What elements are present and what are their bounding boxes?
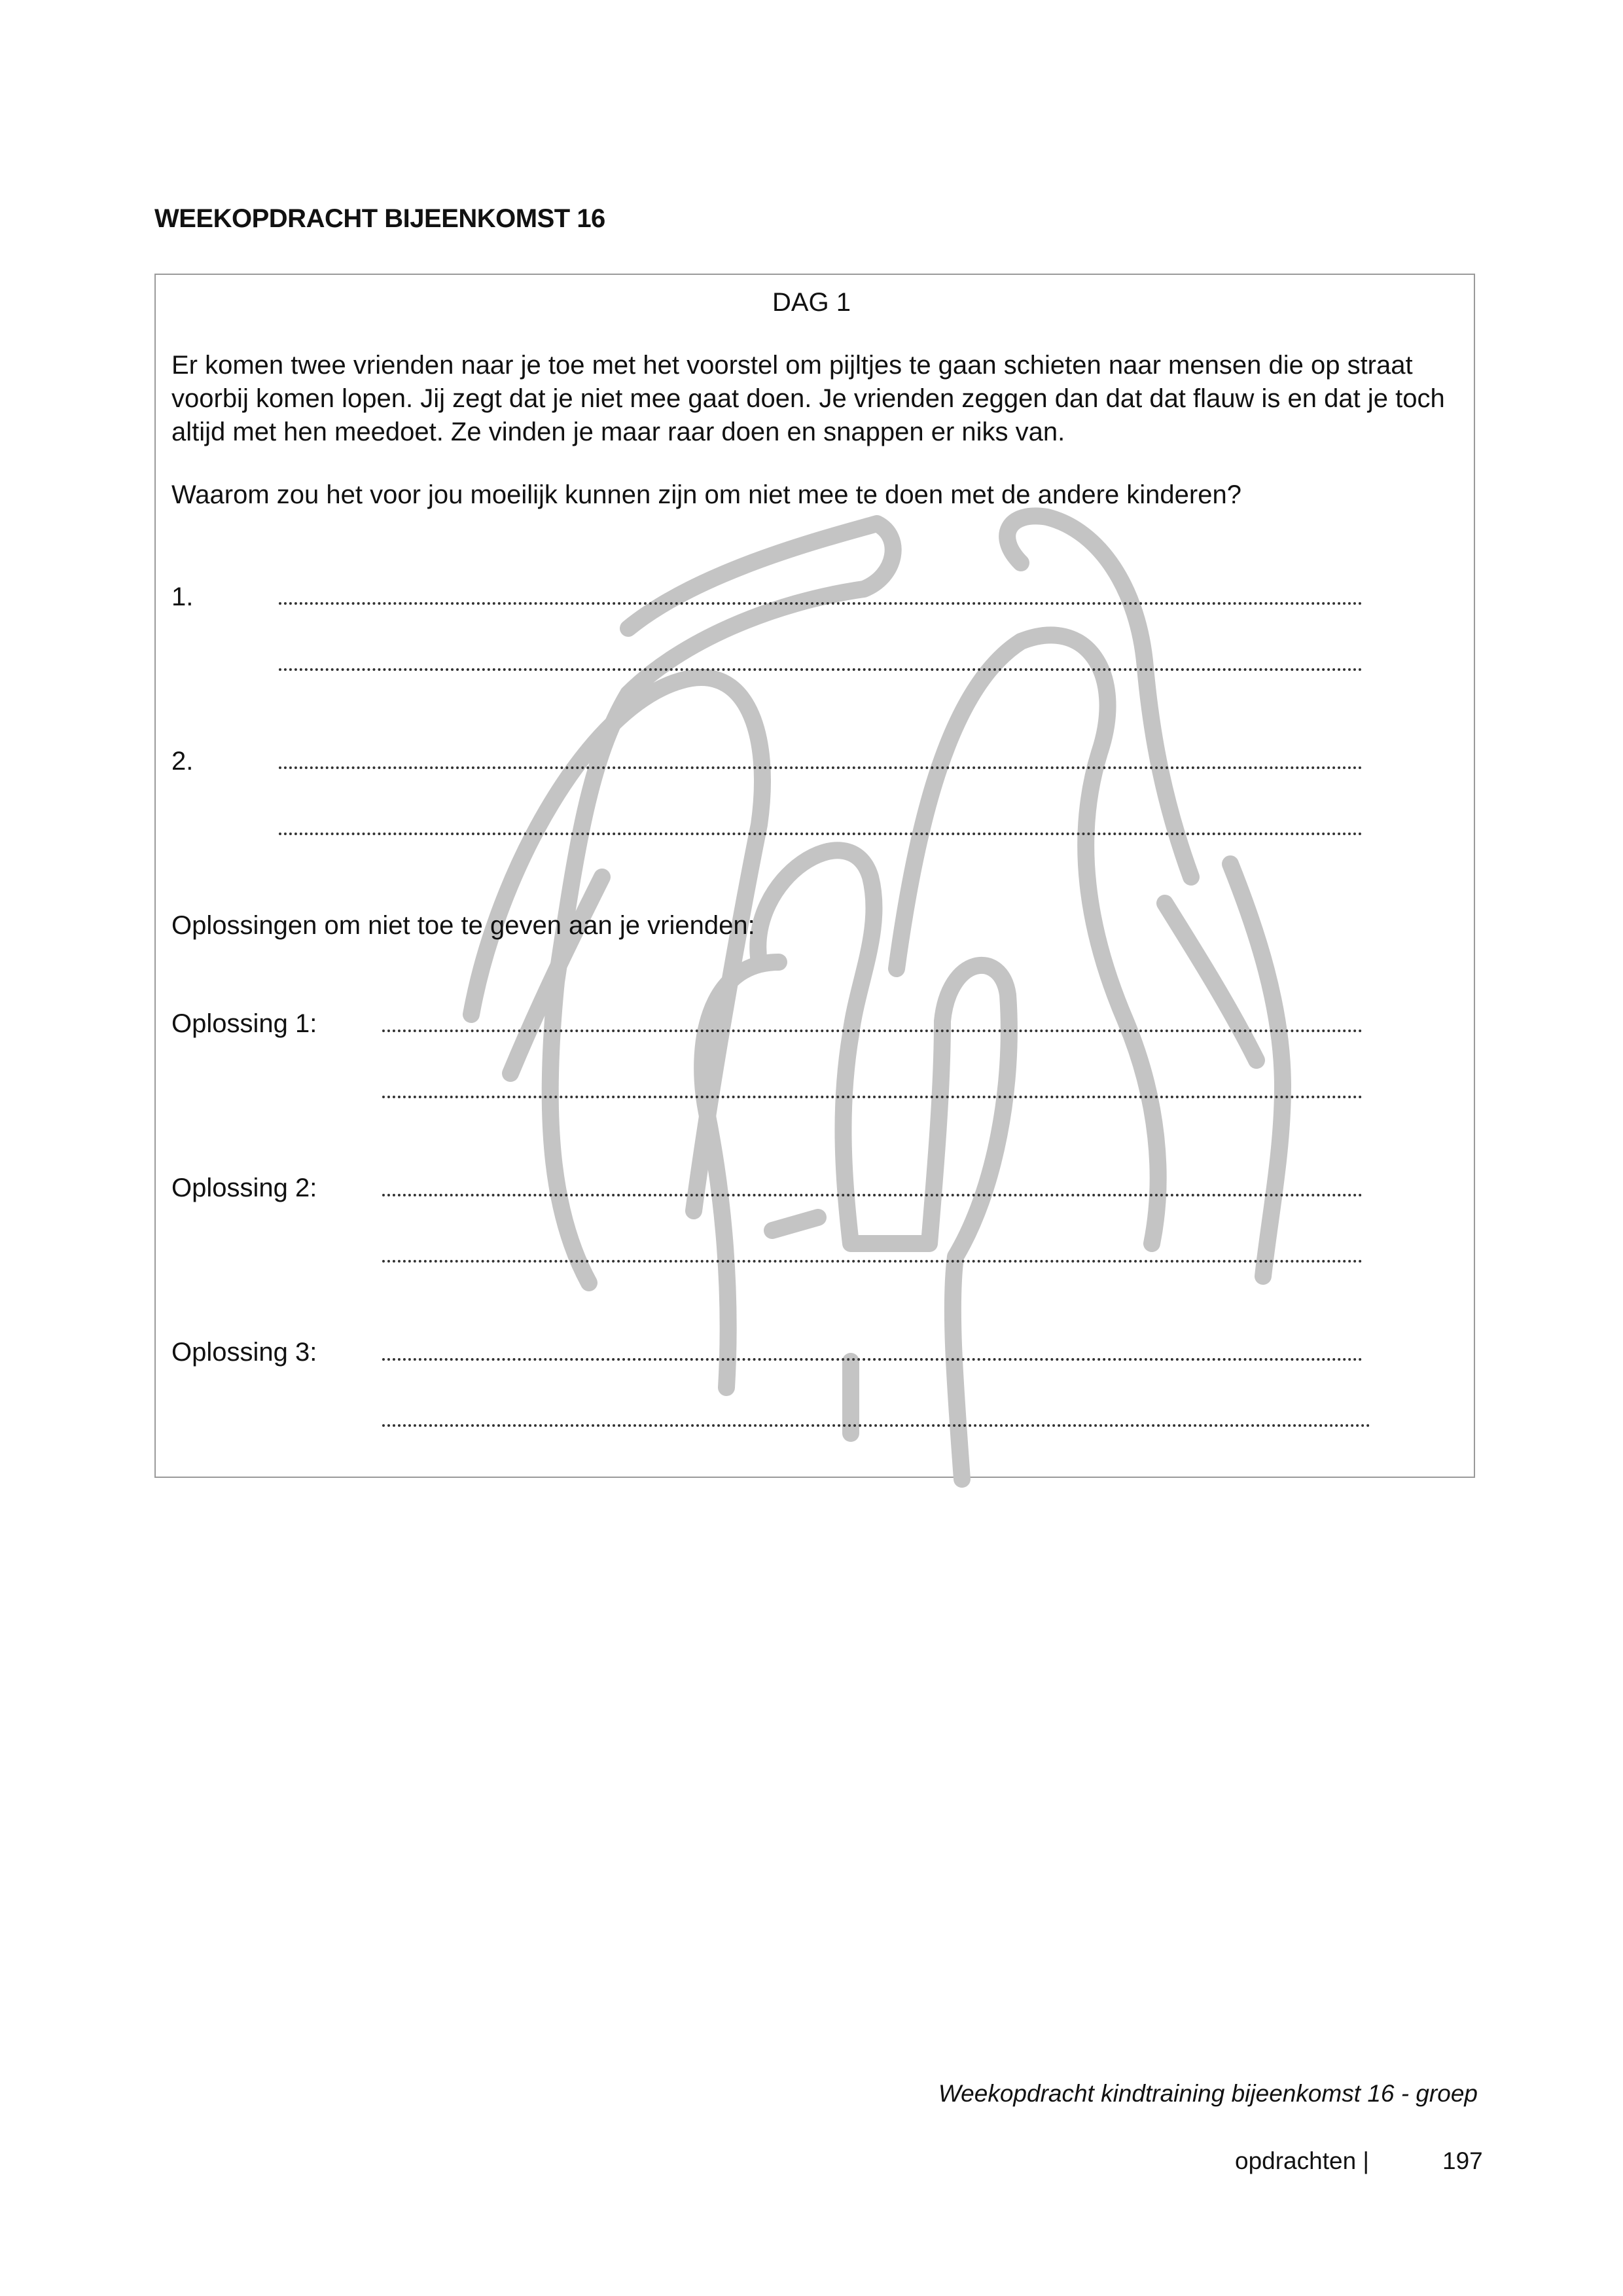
page-number: 197 — [1442, 2147, 1483, 2174]
answer-1-line-1[interactable] — [279, 602, 1363, 605]
scenario-paragraph: Er komen twee vrienden naar je toe met het voorstel om pijltjes te gaan schieten naar mensen die op straat voorbij komen lopen. Jij zegt dat je niet mee gaat doen. Je vrienden zeggen dan dat dat flauw is en dat je toch altijd met hen meedoet. Ze vinden je maar raar doen en snappen er niks van. — [171, 351, 1445, 446]
answer-2-line-2[interactable] — [279, 833, 1363, 835]
assignment-box — [154, 274, 1475, 1478]
footer-title: Weekopdracht kindtraining bijeenkomst 16 - groep — [938, 2080, 1478, 2107]
solution-3-label: Oplossing 3: — [171, 1338, 317, 1367]
solution-3-line-1[interactable] — [382, 1358, 1363, 1361]
solution-2-line-2[interactable] — [382, 1260, 1363, 1263]
solution-2-label: Oplossing 2: — [171, 1174, 317, 1202]
answer-2-label: 2. — [171, 747, 194, 776]
answer-1-line-2[interactable] — [279, 668, 1363, 671]
day-label: DAG 1 — [772, 288, 851, 317]
solutions-heading: Oplossingen om niet toe te geven aan je vrienden: — [171, 911, 755, 940]
solution-3-line-2[interactable] — [382, 1424, 1370, 1427]
page-title: WEEKOPDRACHT BIJEENKOMST 16 — [154, 204, 605, 233]
solution-1-line-1[interactable] — [382, 1030, 1363, 1032]
question-text: Waarom zou het voor jou moeilijk kunnen zijn om niet mee te doen met de andere kinderen? — [171, 480, 1241, 509]
solution-1-label: Oplossing 1: — [171, 1009, 317, 1038]
answer-2-line-1[interactable] — [279, 766, 1363, 769]
solution-1-line-2[interactable] — [382, 1096, 1363, 1098]
answer-1-label: 1. — [171, 583, 194, 611]
solution-2-line-1[interactable] — [382, 1194, 1363, 1196]
footer-section: opdrachten | — [1235, 2147, 1370, 2174]
